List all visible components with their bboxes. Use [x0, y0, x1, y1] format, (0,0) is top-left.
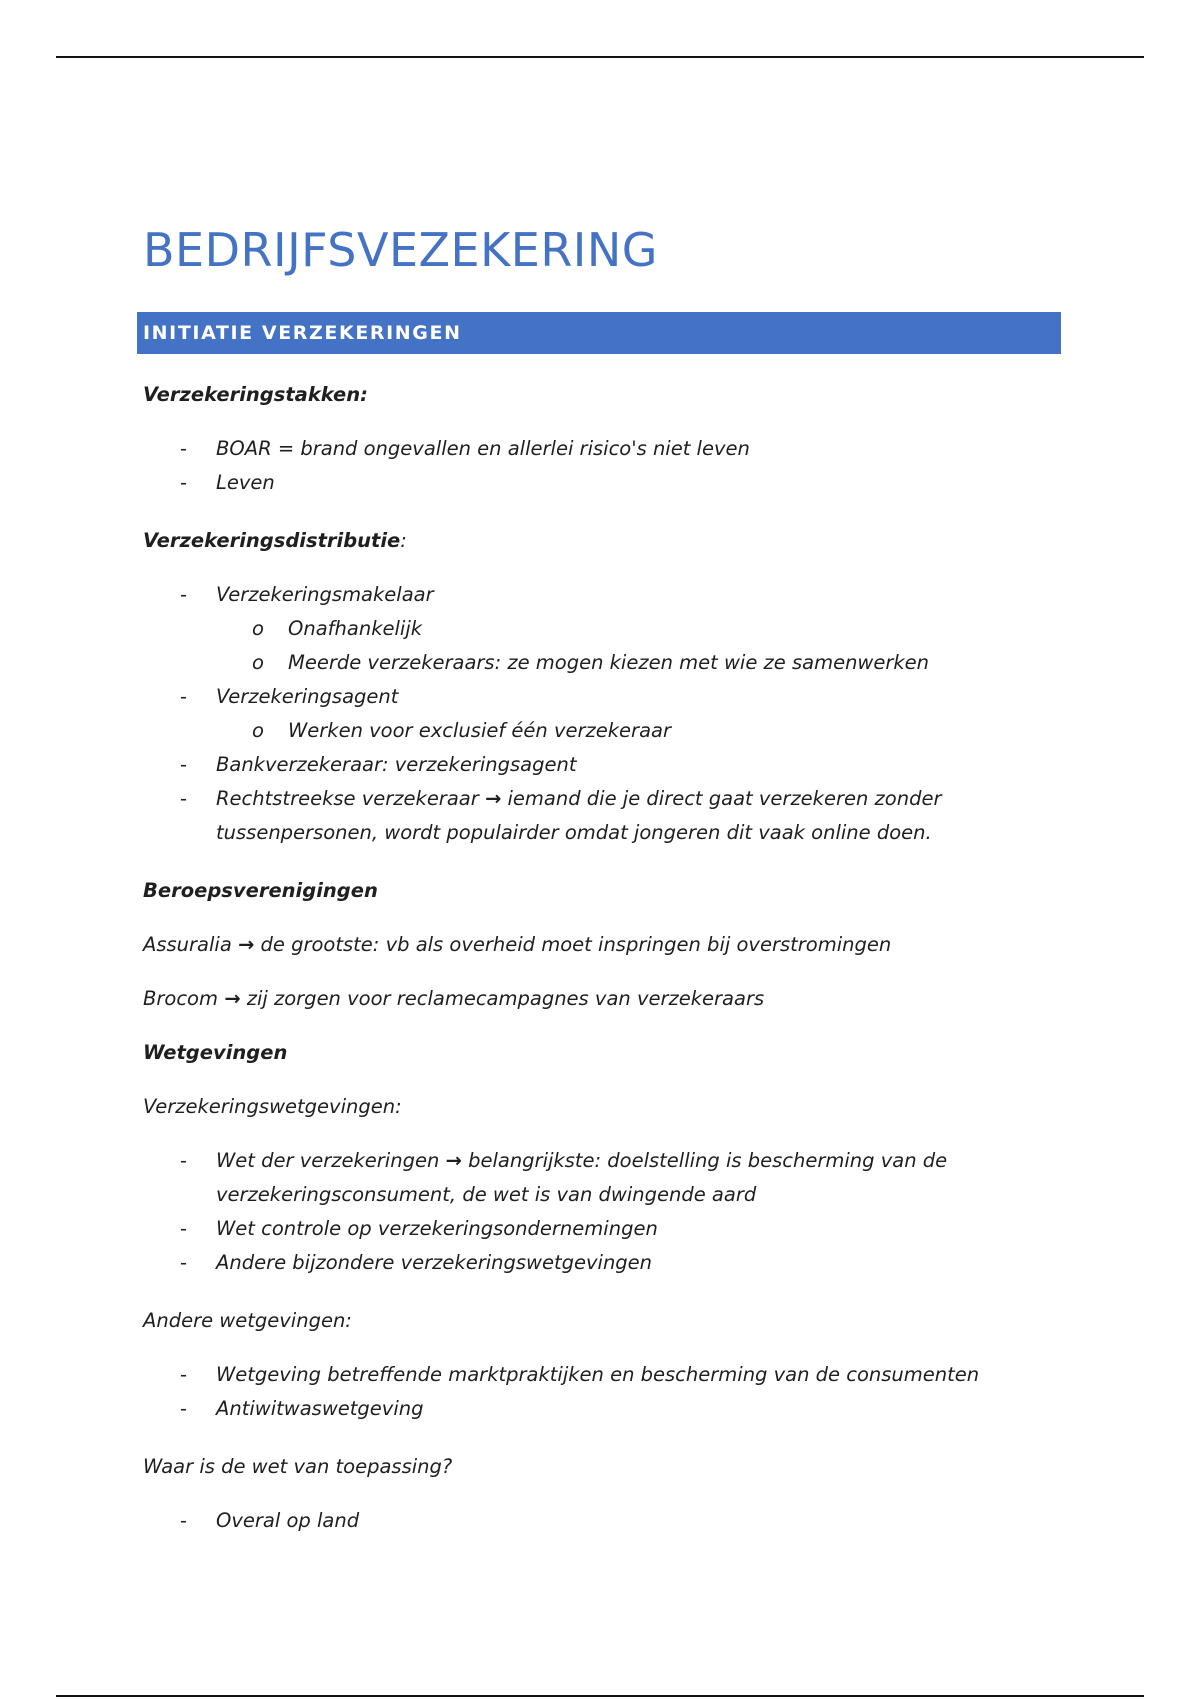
- document-title: BEDRIJFSVEZEKERING: [143, 223, 658, 277]
- list-item: - Andere bijzondere verzekeringswetgevingen: [180, 1251, 653, 1274]
- heading-beroep: Beroepsverenigingen: [143, 879, 378, 902]
- document-body: [143, 220, 1073, 1538]
- section-banner: INITIATIE VERZEKERINGEN: [137, 312, 1061, 354]
- list-item: - Leven: [180, 471, 275, 494]
- list-verzekeringswetgevingen: [143, 1144, 1073, 1280]
- arrow-icon: →: [224, 987, 241, 1010]
- list-item: - Wet controle op verzekeringsondernemingen: [180, 1217, 658, 1240]
- sub-list-item: o Onafhankelijk: [252, 617, 423, 640]
- list-item: - Verzekeringsmakelaar: [180, 583, 434, 606]
- arrow-icon: →: [445, 1149, 462, 1172]
- list-item: - Wetgeving betreffende marktpraktijken en bescherming van de consumenten: [180, 1363, 980, 1386]
- footer-rule: [56, 1695, 1144, 1697]
- heading-waar: Waar is de wet van toepassing?: [143, 1455, 453, 1478]
- header-rule: [56, 56, 1144, 58]
- paragraph-assuralia: Assuralia → de grootste: vb als overheid moet inspringen bij overstromingen: [143, 933, 892, 956]
- list-item: - Antiwitwaswetgeving: [180, 1397, 424, 1420]
- arrow-icon: →: [484, 787, 502, 810]
- list-item: - Rechtstreekse verzekeraar → iemand die je direct gaat verzekeren zonder tussenpersonen, wordt populairder omdat jongeren dit vaak online doen.: [180, 787, 942, 844]
- list-andere-wetgevingen: [143, 1358, 1073, 1426]
- sub-list-item: o Werken voor exclusief één verzekeraar: [252, 719, 671, 742]
- list-item: - Overal op land: [180, 1509, 360, 1532]
- sub-list-item: o Meerde verzekeraars: ze mogen kiezen met wie ze samenwerken: [252, 651, 930, 674]
- heading-wet: Wetgevingen: [143, 1041, 288, 1064]
- list-waar: [143, 1504, 1073, 1538]
- list-takken: [143, 432, 1073, 500]
- arrow-icon: →: [237, 933, 255, 956]
- heading-takken: Verzekeringstakken:: [143, 383, 368, 406]
- heading-verzekeringswetgevingen: Verzekeringswetgevingen:: [143, 1095, 402, 1118]
- list-distributie: [143, 578, 1073, 850]
- heading-andere-wetgevingen: Andere wetgevingen:: [143, 1309, 352, 1332]
- list-item: - Bankverzekeraar: verzekeringsagent: [180, 753, 577, 776]
- paragraph-brocom: Brocom → zij zorgen voor reclamecampagnes van verzekeraars: [143, 987, 765, 1010]
- list-item: - Verzekeringsagent: [180, 685, 399, 708]
- heading-distributie: Verzekeringsdistributie:: [143, 529, 407, 552]
- list-item: - BOAR = brand ongevallen en allerlei risico's niet leven: [180, 437, 750, 460]
- list-item: - Wet der verzekeringen → belangrijkste: doelstelling is bescherming van de verzekeringsconsument, de wet is van dwingende aard: [180, 1149, 948, 1206]
